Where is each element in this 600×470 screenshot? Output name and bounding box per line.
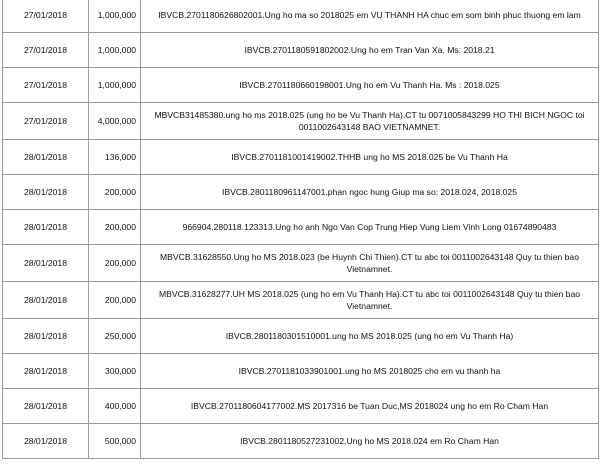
table-row <box>3 319 599 354</box>
amount-cell: 1,000,000 <box>89 0 141 33</box>
table-row <box>3 33 599 68</box>
date-cell: 28/01/2018 <box>3 210 89 245</box>
donation-table <box>2 0 599 459</box>
description-cell: MBVCB31485380.ung ho ms 2018.025 (ung ho be Vu Thanh Ha).CT tu 0071005843299 HO THI BICH NGOC toi 0011002643148 BAO VIETNAMNET. <box>141 103 599 140</box>
description-cell: IBVCB.2701180660198001.Ung ho em Vu Thanh Ha. Ms : 2018.025 <box>141 68 599 103</box>
date-cell: 28/01/2018 <box>3 175 89 210</box>
table-row <box>3 424 599 459</box>
amount-cell: 300,000 <box>89 354 141 389</box>
amount-cell: 250,000 <box>89 319 141 354</box>
table-row <box>3 175 599 210</box>
description-cell: IBVCB.2701181001419002.THHB ung ho MS 2018.025 be Vu Thanh Ha <box>141 140 599 175</box>
date-cell: 28/01/2018 <box>3 424 89 459</box>
amount-cell: 200,000 <box>89 175 141 210</box>
amount-cell: 4,000,000 <box>89 103 141 140</box>
table-row <box>3 140 599 175</box>
table-row <box>3 103 599 140</box>
description-cell: IBVCB.2801180961147001.phan ngoc hung Giup ma so: 2018.024, 2018.025 <box>141 175 599 210</box>
amount-cell: 400,000 <box>89 389 141 424</box>
description-cell: IBVCB.2801180527231002.Ung ho MS 2018.024 em Ro Cham Han <box>141 424 599 459</box>
date-cell: 28/01/2018 <box>3 354 89 389</box>
description-cell: MBVCB.31628550.Ung ho MS 2018.023 (be Huynh Chi Thien).CT tu abc toi 0011002643148 Quy tu thien bao Vietnamnet. <box>141 245 599 282</box>
date-cell: 27/01/2018 <box>3 33 89 68</box>
description-cell: IBVCB.2801180301510001.ung ho MS 2018.025 (ung ho em Vu Thanh Ha) <box>141 319 599 354</box>
date-cell: 27/01/2018 <box>3 68 89 103</box>
date-cell: 28/01/2018 <box>3 140 89 175</box>
amount-cell: 200,000 <box>89 245 141 282</box>
description-cell: 966904.280118.123313.Ung ho anh Ngo Van Cop Trung Hiep Vung Liem Vinh Long 01674890483 <box>141 210 599 245</box>
amount-cell: 1,000,000 <box>89 33 141 68</box>
table-row <box>3 282 599 319</box>
amount-cell: 200,000 <box>89 210 141 245</box>
amount-cell: 136,000 <box>89 140 141 175</box>
date-cell: 28/01/2018 <box>3 282 89 319</box>
table-row <box>3 245 599 282</box>
amount-cell: 1,000,000 <box>89 68 141 103</box>
description-cell: IBVCB.2701180626802001.Ung ho ma so 2018025 em VU THANH HA chuc em som binh phuc thuong em lam <box>141 0 599 33</box>
date-cell: 27/01/2018 <box>3 0 89 33</box>
table-row <box>3 210 599 245</box>
amount-cell: 200,000 <box>89 282 141 319</box>
amount-cell: 500,000 <box>89 424 141 459</box>
description-cell: IBVCB.2701180604177002.MS 2017316 be Tuan Duc,MS 2018024 ung ho em Ro Cham Han <box>141 389 599 424</box>
table-row <box>3 68 599 103</box>
date-cell: 28/01/2018 <box>3 245 89 282</box>
description-cell: IBVCB.2701181033901001.ung ho MS 2018025 cho em vu thanh ha <box>141 354 599 389</box>
date-cell: 28/01/2018 <box>3 389 89 424</box>
description-cell: IBVCB.2701180591802002.Ung ho em Tran Van Xa. Ms: 2018.21 <box>141 33 599 68</box>
date-cell: 28/01/2018 <box>3 319 89 354</box>
table-row <box>3 0 599 33</box>
table-row <box>3 354 599 389</box>
description-cell: MBVCB.31628277.UH MS 2018.025 (ung ho em Vu Thanh Ha).CT tu abc toi 0011002643148 Quy tu thien bao Vietnamnet. <box>141 282 599 319</box>
date-cell: 27/01/2018 <box>3 103 89 140</box>
table-row <box>3 389 599 424</box>
